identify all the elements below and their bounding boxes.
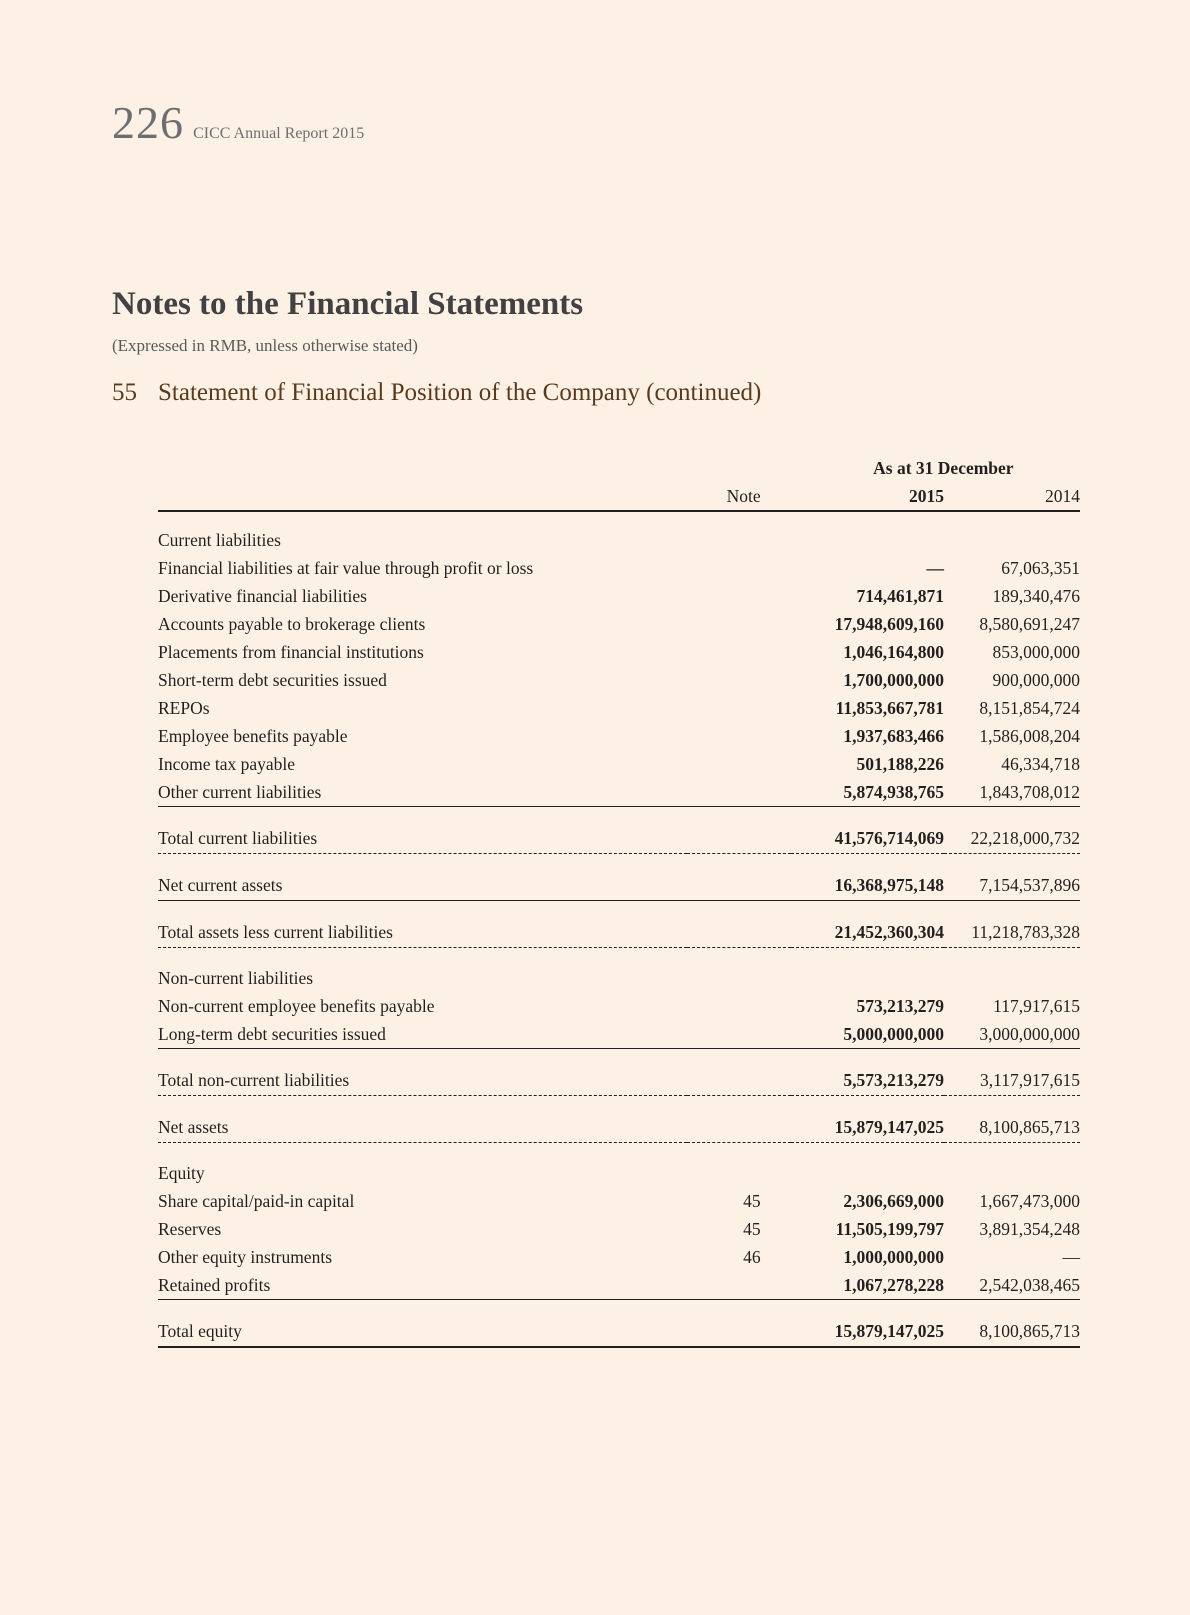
row-value-2014: 3,891,354,248 xyxy=(979,1218,1080,1239)
row-label: REPOs xyxy=(158,697,210,718)
row-label: Other equity instruments xyxy=(158,1246,333,1267)
row-label: Derivative financial liabilities xyxy=(158,585,367,606)
table-row xyxy=(158,722,1080,750)
net-current-assets-row xyxy=(158,870,1080,901)
year-2015-column-header: 2015 xyxy=(791,482,944,511)
equity-heading: Equity xyxy=(158,1162,205,1183)
financial-position-table xyxy=(158,454,1080,1348)
row-value-2014: 7,154,537,896 xyxy=(944,870,1080,901)
current-liabilities-heading: Current liabilities xyxy=(158,529,281,550)
table-row xyxy=(158,694,1080,722)
total-current-liabilities-row xyxy=(158,823,1080,854)
row-value-2015: 15,879,147,025 xyxy=(791,1112,944,1143)
row-value-2015: 2,306,669,000 xyxy=(843,1190,944,1211)
table-row xyxy=(158,666,1080,694)
row-value-2014: 8,100,865,713 xyxy=(944,1316,1080,1347)
note-column-header: Note xyxy=(687,482,791,511)
total-non-current-liabilities-row xyxy=(158,1065,1080,1096)
row-value-2014: 853,000,000 xyxy=(992,641,1080,662)
row-value-2014: 3,117,917,615 xyxy=(944,1065,1080,1096)
net-assets-row xyxy=(158,1112,1080,1143)
table-row xyxy=(158,582,1080,610)
row-value-2015: 1,937,683,466 xyxy=(843,725,944,746)
row-label: Employee benefits payable xyxy=(158,725,348,746)
row-value-2014: 8,151,854,724 xyxy=(979,697,1080,718)
group-header: As at 31 December xyxy=(873,457,1014,478)
row-label: Total non-current liabilities xyxy=(158,1065,687,1096)
row-value-2015: — xyxy=(926,557,944,578)
row-label: Placements from financial institutions xyxy=(158,641,424,662)
row-note xyxy=(687,1020,791,1049)
section-label-row xyxy=(158,1159,1080,1187)
row-label: Net current assets xyxy=(158,870,687,901)
row-value-2014: 2,542,038,465 xyxy=(944,1271,1080,1300)
row-value-2014: 117,917,615 xyxy=(993,995,1080,1016)
row-note xyxy=(687,694,791,722)
row-label: Total equity xyxy=(158,1316,687,1347)
row-value-2014: 1,843,708,012 xyxy=(944,778,1080,807)
row-value-2014: 8,100,865,713 xyxy=(944,1112,1080,1143)
row-label: Other current liabilities xyxy=(158,778,687,807)
row-label: Retained profits xyxy=(158,1271,687,1300)
page-subtitle: (Expressed in RMB, unless otherwise stated) xyxy=(112,336,418,355)
section-heading xyxy=(112,379,761,407)
row-value-2015: 17,948,609,160 xyxy=(834,613,944,634)
row-note xyxy=(687,666,791,694)
row-label: Share capital/paid-in capital xyxy=(158,1190,355,1211)
row-note xyxy=(687,582,791,610)
row-value-2015: 501,188,226 xyxy=(856,753,944,774)
table-group-header-row xyxy=(158,454,1080,482)
table-row xyxy=(158,638,1080,666)
row-label: Net assets xyxy=(158,1112,687,1143)
row-label: Total assets less current liabilities xyxy=(158,917,687,948)
page-title: Notes to the Financial Statements xyxy=(112,286,584,322)
section-number: 55 xyxy=(112,379,137,406)
row-value-2015: 11,853,667,781 xyxy=(835,697,944,718)
table-row xyxy=(158,992,1080,1020)
row-note xyxy=(687,778,791,807)
row-note xyxy=(687,750,791,778)
row-value-2014: 67,063,351 xyxy=(1001,557,1080,578)
row-label: Total current liabilities xyxy=(158,823,687,854)
row-value-2014: 11,218,783,328 xyxy=(944,917,1080,948)
table-row xyxy=(158,1271,1080,1300)
row-label: Income tax payable xyxy=(158,753,296,774)
table-row xyxy=(158,1215,1080,1243)
row-value-2014: 1,586,008,204 xyxy=(979,725,1080,746)
row-label: Reserves xyxy=(158,1218,222,1239)
row-value-2014: 900,000,000 xyxy=(992,669,1080,690)
row-value-2015: 5,000,000,000 xyxy=(791,1020,944,1049)
row-label: Long-term debt securities issued xyxy=(158,1020,687,1049)
row-value-2015: 1,000,000,000 xyxy=(843,1246,944,1267)
page-header xyxy=(112,96,364,149)
row-value-2014: 189,340,476 xyxy=(992,585,1080,606)
row-label: Accounts payable to brokerage clients xyxy=(158,613,426,634)
row-note xyxy=(687,610,791,638)
row-value-2015: 21,452,360,304 xyxy=(791,917,944,948)
row-value-2014: 1,667,473,000 xyxy=(979,1190,1080,1211)
row-note xyxy=(687,722,791,750)
row-note xyxy=(687,1271,791,1300)
row-value-2014: 46,334,718 xyxy=(1001,753,1080,774)
section-label-row xyxy=(158,964,1080,992)
row-note xyxy=(687,554,791,582)
row-note xyxy=(687,638,791,666)
table-row xyxy=(158,1243,1080,1271)
table-row xyxy=(158,554,1080,582)
row-value-2015: 5,573,213,279 xyxy=(791,1065,944,1096)
row-note: 45 xyxy=(743,1218,761,1239)
page-number: 226 xyxy=(112,97,184,148)
row-note: 46 xyxy=(743,1246,761,1267)
total-assets-less-current-liabilities-row xyxy=(158,917,1080,948)
row-label: Non-current employee benefits payable xyxy=(158,995,435,1016)
table-row xyxy=(158,1020,1080,1049)
row-value-2014: 8,580,691,247 xyxy=(979,613,1080,634)
table-row xyxy=(158,1187,1080,1215)
total-equity-row xyxy=(158,1316,1080,1347)
row-value-2015: 1,067,278,228 xyxy=(791,1271,944,1300)
row-label: Financial liabilities at fair value through profit or loss xyxy=(158,557,534,578)
table-row xyxy=(158,610,1080,638)
row-value-2015: 714,461,871 xyxy=(856,585,944,606)
report-name: CICC Annual Report 2015 xyxy=(193,125,365,142)
row-note: 45 xyxy=(743,1190,761,1211)
row-note xyxy=(687,992,791,1020)
year-2014-column-header: 2014 xyxy=(944,482,1080,511)
row-value-2015: 15,879,147,025 xyxy=(791,1316,944,1347)
row-value-2015: 1,700,000,000 xyxy=(843,669,944,690)
section-title: Statement of Financial Position of the Company (continued) xyxy=(158,379,762,406)
row-value-2015: 5,874,938,765 xyxy=(791,778,944,807)
row-value-2015: 41,576,714,069 xyxy=(791,823,944,854)
row-value-2014: 3,000,000,000 xyxy=(944,1020,1080,1049)
section-label-row xyxy=(158,526,1080,554)
row-value-2015: 573,213,279 xyxy=(856,995,944,1016)
row-value-2014: 22,218,000,732 xyxy=(944,823,1080,854)
row-label: Short-term debt securities issued xyxy=(158,669,387,690)
row-value-2015: 1,046,164,800 xyxy=(843,641,944,662)
table-column-header-row xyxy=(158,482,1080,511)
row-value-2014: — xyxy=(1062,1246,1080,1267)
non-current-liabilities-heading: Non-current liabilities xyxy=(158,967,314,988)
table-row xyxy=(158,778,1080,807)
table-row xyxy=(158,750,1080,778)
row-value-2015: 16,368,975,148 xyxy=(791,870,944,901)
row-value-2015: 11,505,199,797 xyxy=(835,1218,944,1239)
